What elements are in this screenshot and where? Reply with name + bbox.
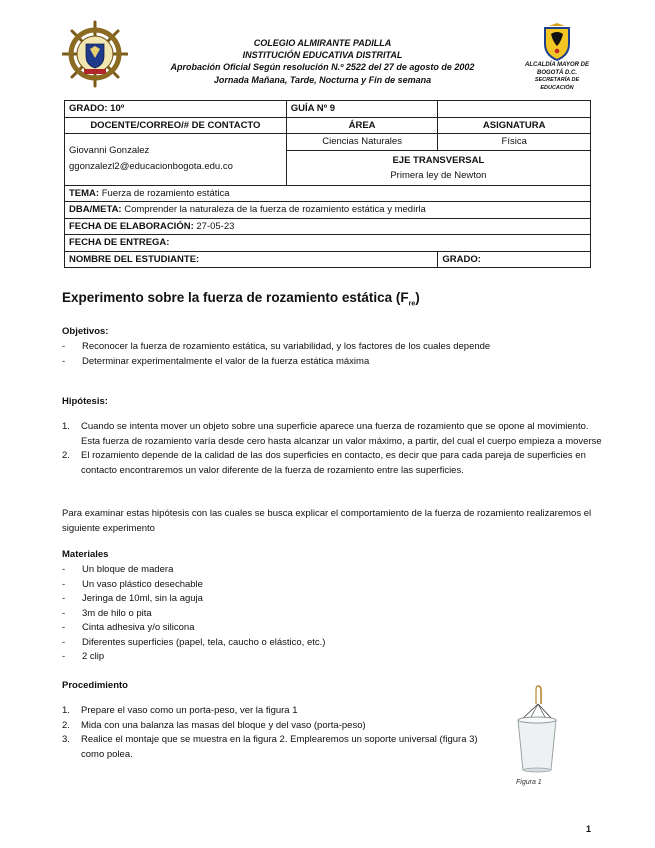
list-item: [62, 592, 325, 607]
material-text: Jeringa de 10ml, sin la aguja: [82, 593, 203, 604]
number-marker: 1.: [62, 421, 70, 432]
title-text: Experimento sobre la fuerza de rozamiento estática (F: [62, 290, 409, 305]
grade-cell: GRADO: 10º: [65, 101, 287, 118]
table-row: [65, 218, 591, 235]
approval-resolution: Aprobación Oficial Según resolución N.º 2522 del 27 de agosto de 2002: [170, 62, 475, 73]
student-name-cell: NOMBRE DEL ESTUDIANTE:: [65, 251, 438, 268]
caption-line: SECRETARÍA DE: [534, 77, 580, 83]
material-text: Cinta adhesiva y/o silicona: [82, 622, 195, 633]
dash-marker: -: [62, 622, 66, 633]
subject-header-cell: ASIGNATURA: [438, 117, 591, 134]
secretaria-caption: [517, 62, 597, 92]
topic-cell: [65, 185, 591, 202]
guide-info-table: [64, 100, 591, 268]
table-row: [65, 117, 591, 134]
list-item: [62, 355, 490, 370]
dash-marker: -: [62, 593, 66, 604]
material-text: 2 clip: [82, 651, 105, 662]
topic-label: TEMA:: [69, 187, 100, 199]
transversal-axis-cell: [286, 150, 590, 185]
number-marker: 1.: [62, 705, 70, 716]
procedure-text: Mida con una balanza las masas del bloque y del vaso (porta-peso): [81, 719, 366, 731]
procedure-text: Prepare el vaso como un porta-peso, ver la figura 1: [81, 705, 298, 716]
dba-cell: [65, 202, 591, 219]
figure-caption: Figura 1: [516, 779, 542, 786]
objectives-list: [62, 340, 490, 369]
document-header: [0, 0, 655, 100]
dash-marker: -: [62, 651, 66, 662]
title-close: ): [415, 290, 420, 305]
caption-line: EDUCACIÓN: [540, 84, 574, 91]
delivery-date-cell: FECHA DE ENTREGA:: [65, 235, 591, 252]
materials-list: [62, 563, 325, 665]
number-marker: 3.: [62, 734, 70, 746]
table-row: [65, 134, 591, 151]
hypothesis-text: El rozamiento depende de la calidad de las dos superficies en contacto, es decir que para cada pareja de superficies en contacto encontraremos un valor diferente de la fuerza de rozamiento entre las superficies.: [81, 450, 586, 476]
dash-marker: -: [62, 564, 66, 575]
creation-date-cell: [65, 218, 591, 235]
list-item: [62, 563, 325, 578]
list-item: [62, 449, 602, 478]
title-subscript: re: [408, 300, 416, 308]
procedure-text: Realice el montaje que se muestra en la figura 2. Emplearemos un soporte universal (figura 3) como polea.: [81, 734, 478, 760]
procedure-list: [62, 704, 492, 762]
bogota-coat-of-arms-icon: [540, 22, 574, 62]
list-item: [62, 719, 492, 734]
intro-paragraph: Para examinar estas hipótesis con las cuales se busca explicar el comportamiento de la fuerza de rozamiento realizaremos el siguiente experimento: [62, 508, 592, 534]
material-text: Un vaso plástico desechable: [82, 578, 203, 590]
list-item: [62, 704, 492, 719]
student-grade-cell: GRADO:: [438, 251, 591, 268]
dash-marker: -: [62, 607, 66, 619]
material-text: 3m de hilo o pita: [82, 607, 152, 619]
dash-marker: -: [62, 636, 66, 648]
list-item: [62, 420, 602, 449]
subject-value-cell: Física: [438, 134, 591, 151]
hypothesis-heading: Hipótesis:: [62, 396, 108, 407]
dba-label: DBA/META:: [69, 204, 122, 216]
procedure-heading: Procedimiento: [62, 680, 128, 691]
table-row: [65, 185, 591, 202]
dash-marker: -: [62, 341, 66, 352]
school-schedule: Jornada Mañana, Tarde, Nocturna y Fin de semana: [213, 74, 432, 85]
list-item: [62, 733, 492, 762]
list-item: [62, 650, 325, 665]
transversal-axis-label: EJE TRANSVERSAL: [392, 154, 485, 166]
table-row: [65, 251, 591, 268]
objective-text: Determinar experimentalmente el valor de la fuerza estática máxima: [82, 355, 370, 367]
creation-date-label: FECHA DE ELABORACIÓN:: [69, 220, 194, 232]
school-header-text: [150, 37, 495, 86]
transversal-axis-value: Primera ley de Newton: [390, 169, 487, 181]
area-header-cell: ÁREA: [286, 117, 438, 134]
teacher-name: Giovanni Gonzalez: [69, 145, 150, 157]
list-item: [62, 636, 325, 651]
table-row: [65, 202, 591, 219]
list-item: [62, 340, 490, 355]
guide-number-cell: GUÍA Nº 9: [286, 101, 438, 118]
teacher-contact-cell: [65, 134, 287, 186]
dba-value: Comprender la naturaleza de la fuerza de rozamiento estática y medirla: [124, 204, 426, 216]
weight-holder-cup-figure: [512, 684, 560, 774]
objectives-heading: Objetivos:: [62, 326, 109, 337]
area-value-cell: Ciencias Naturales: [286, 134, 438, 151]
table-row: [65, 101, 591, 118]
material-text: Un bloque de madera: [82, 564, 174, 575]
experiment-title: [62, 290, 420, 308]
number-marker: 2.: [62, 450, 70, 462]
institution-type: INSTITUCIÓN EDUCATIVA DISTRITAL: [242, 50, 403, 61]
caption-line: BOGOTÁ D.C.: [537, 69, 577, 76]
number-marker: 2.: [62, 719, 70, 731]
table-row: [65, 235, 591, 252]
list-item: [62, 621, 325, 636]
list-item: [62, 607, 325, 622]
school-name: COLEGIO ALMIRANTE PADILLA: [253, 38, 392, 48]
teacher-header-cell: DOCENTE/CORREO/# DE CONTACTO: [65, 117, 287, 134]
school-crest-icon: [62, 20, 128, 88]
materials-heading: Materiales: [62, 549, 109, 560]
caption-line: ALCALDÍA MAYOR DE: [525, 62, 589, 68]
teacher-email: ggonzalezl2@educacionbogota.edu.co: [69, 161, 233, 173]
topic-value: Fuerza de rozamiento estática: [101, 187, 230, 199]
material-text: Diferentes superficies (papel, tela, caucho o elástico, etc.): [82, 636, 326, 648]
hypothesis-text: Cuando se intenta mover un objeto sobre una superficie aparece una fuerza de rozamiento que se opone al movimiento. Esta fuerza de rozamiento varía desde cero hasta alcanzar un valor máximo, a partir, del cual el cuerpo empieza a moverse: [81, 421, 602, 447]
empty-cell: [438, 101, 591, 118]
hypothesis-list: [62, 420, 602, 478]
page-number: 1: [586, 824, 592, 834]
list-item: [62, 578, 325, 593]
dash-marker: -: [62, 578, 66, 590]
creation-date-value: 27-05-23: [196, 220, 235, 232]
objective-text: Reconocer la fuerza de rozamiento estática, su variabilidad, y los factores de los cuales depende: [82, 341, 491, 352]
dash-marker: -: [62, 355, 66, 367]
